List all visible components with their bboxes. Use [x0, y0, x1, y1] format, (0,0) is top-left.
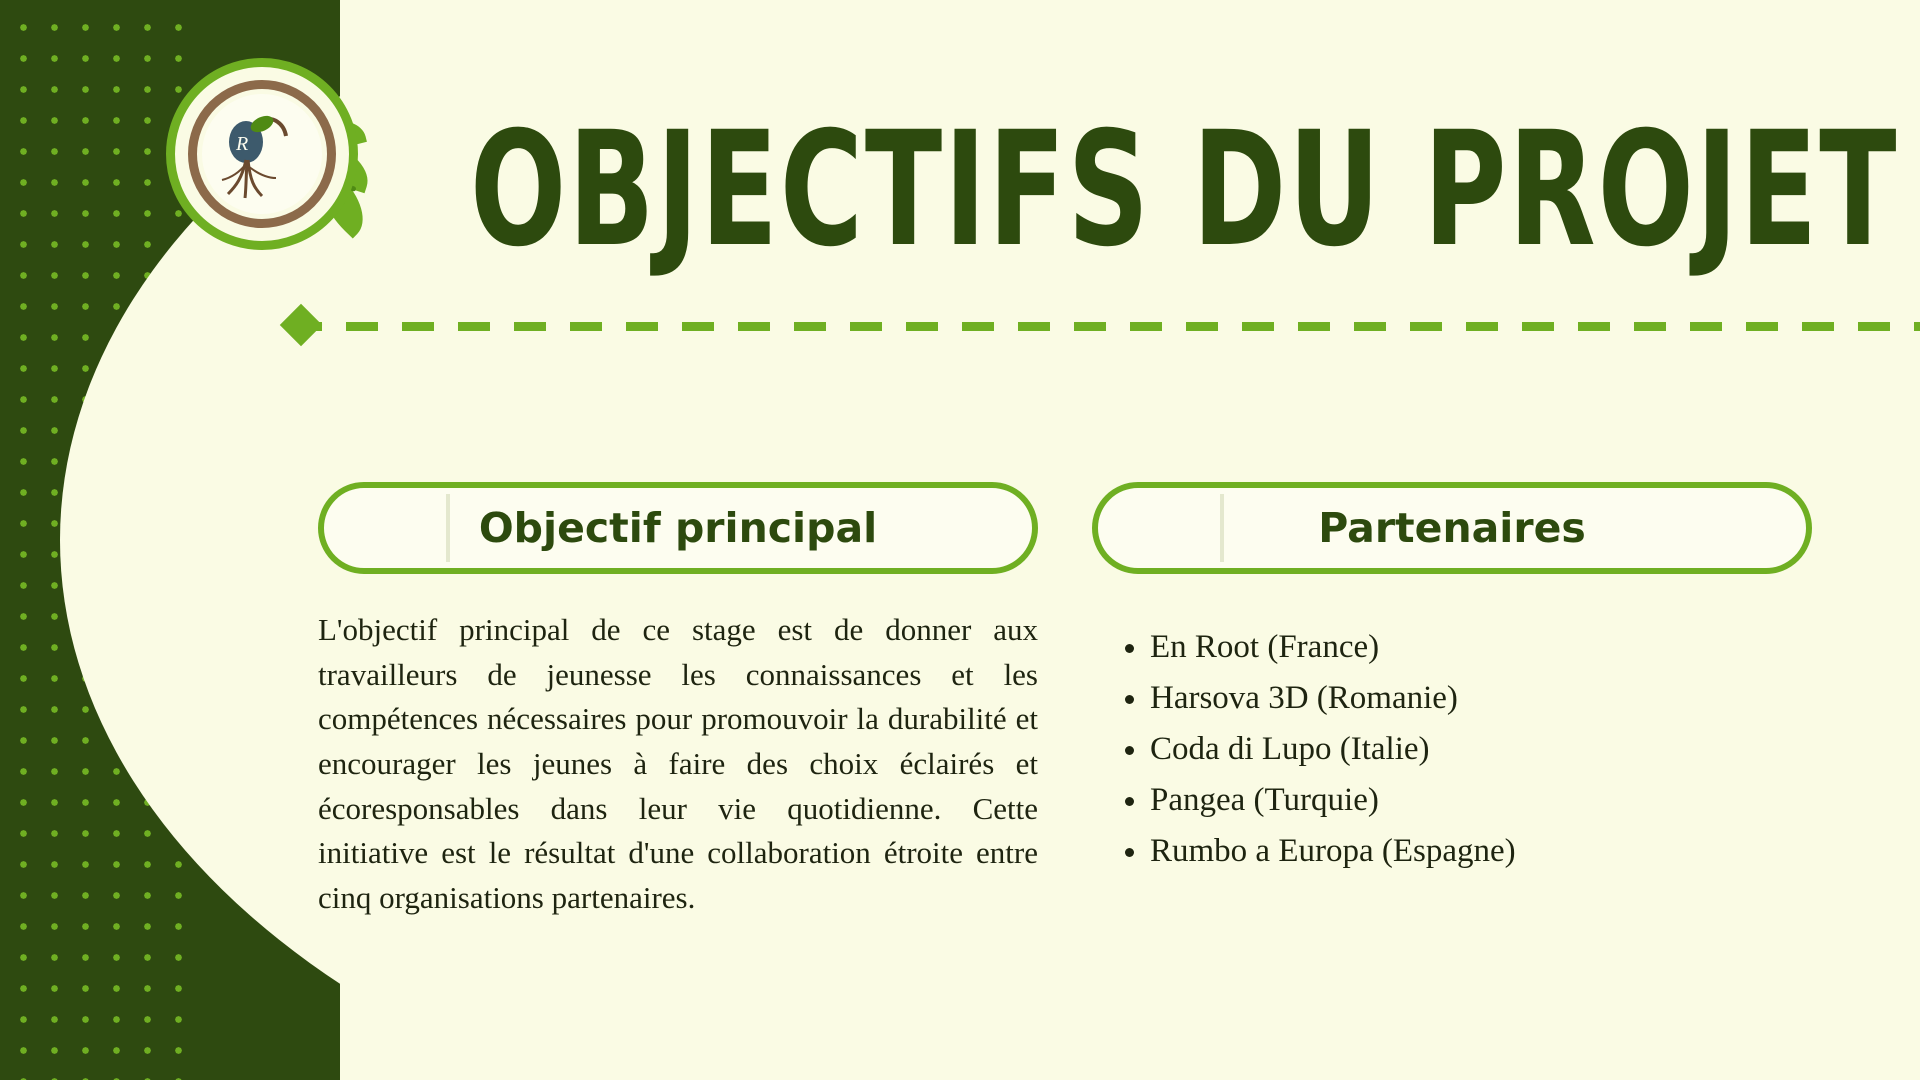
partners-heading-pill [1092, 482, 1812, 574]
main-objective-body: L'objectif principal de ce stage est de donner aux travailleurs de jeunesse les connaissances et les compétences nécessaires pour promouvoir la durabilité et encourager les jeunes à faire des choix éclairés et écoresponsables dans leur vie quotidienne. Cette initiative est le résultat d'une collaboration étroite entre cinq organisations partenaires. [318, 612, 1038, 915]
list-item: • Harsova 3D (Romanie) [1150, 677, 1812, 720]
pill-divider-left [1220, 494, 1224, 562]
main-objective-heading-pill [318, 482, 1038, 574]
partners-list [1092, 626, 1812, 872]
main-objective-heading: Objectif principal [478, 504, 878, 552]
list-item: • Coda di Lupo (Italie) [1150, 728, 1812, 771]
main-objective-column [318, 482, 1038, 951]
page-title: OBJECTIFS DU PROJET [470, 96, 1899, 282]
pill-divider-left [446, 494, 450, 562]
svg-text:R: R [236, 133, 249, 155]
list-item: • Pangea (Turquie) [1150, 779, 1812, 822]
list-item: • En Root (France) [1150, 626, 1812, 669]
partners-column [1092, 482, 1812, 880]
partners-heading: Partenaires [1318, 504, 1586, 552]
list-item: • Rumbo a Europa (Espagne) [1150, 830, 1812, 873]
